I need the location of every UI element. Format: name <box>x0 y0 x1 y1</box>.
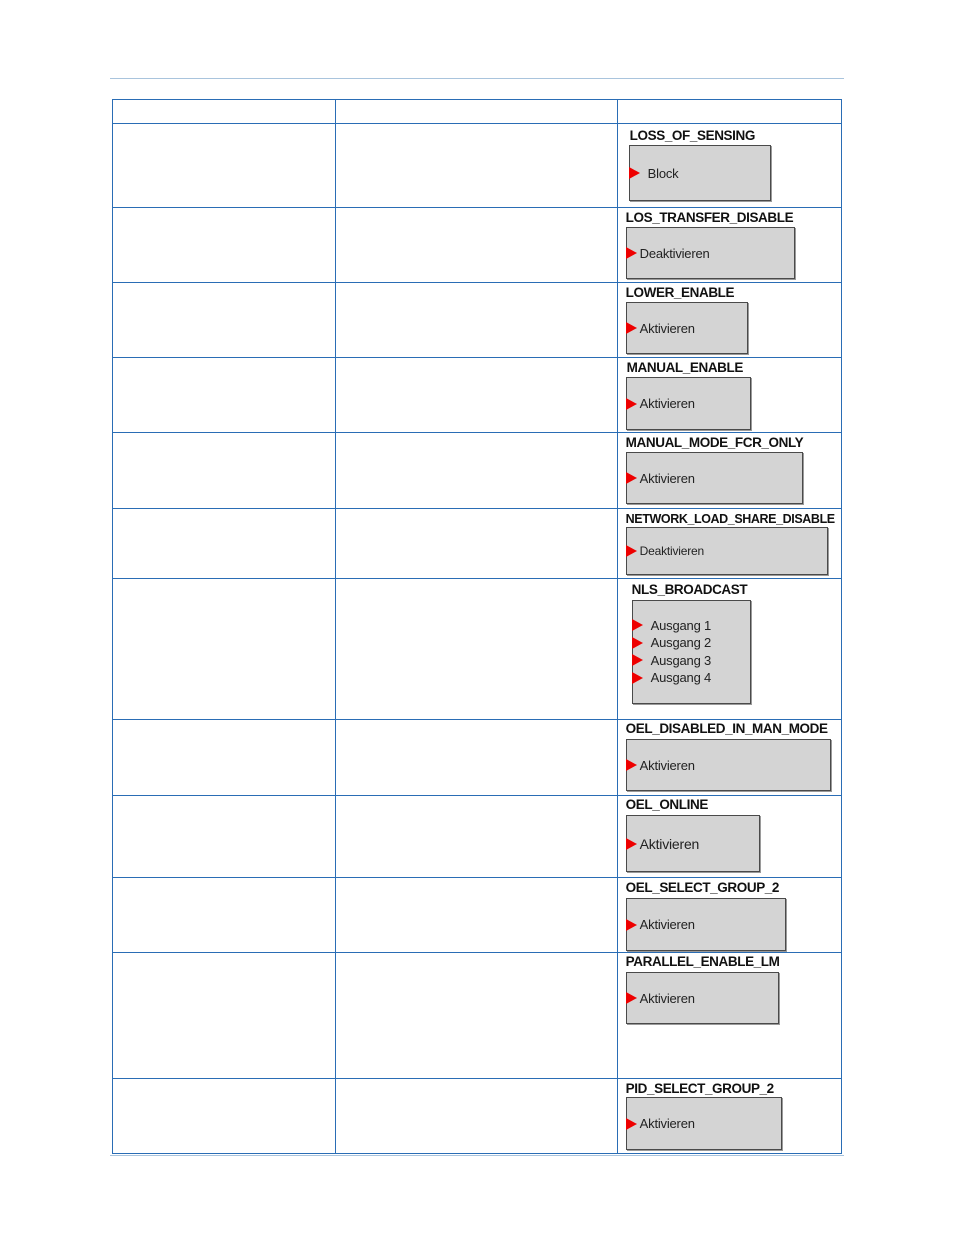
header-cell-1 <box>113 100 336 124</box>
header-rule <box>110 78 844 79</box>
block-container <box>618 208 841 282</box>
details-cell <box>336 433 617 509</box>
table-row <box>113 579 842 720</box>
details-cell <box>336 1079 617 1154</box>
function-block-table <box>112 99 842 1154</box>
block-title: NLS_BROADCAST <box>631 582 748 597</box>
description-cell <box>113 208 336 283</box>
table-row <box>113 283 842 358</box>
block-cell <box>617 283 841 358</box>
block-container <box>618 579 841 719</box>
function-block[interactable] <box>626 527 828 575</box>
header-cell-2 <box>336 100 617 124</box>
description-cell <box>113 358 336 433</box>
port-label: Aktivieren <box>639 470 695 486</box>
input-port[interactable] <box>633 617 711 633</box>
description-cell <box>113 953 336 1079</box>
function-block[interactable] <box>626 377 751 430</box>
block-title: PARALLEL_ENABLE_LM <box>625 954 780 969</box>
block-title: LOSS_OF_SENSING <box>629 128 755 143</box>
input-port[interactable] <box>633 635 711 651</box>
input-port[interactable] <box>627 470 695 486</box>
block-container <box>618 878 841 952</box>
function-block[interactable] <box>626 302 748 354</box>
block-cell <box>617 509 841 579</box>
description-cell <box>113 433 336 509</box>
function-block[interactable] <box>626 898 786 951</box>
port-label: Aktivieren <box>639 990 695 1006</box>
details-cell <box>336 796 617 878</box>
block-title: OEL_ONLINE <box>625 797 708 812</box>
block-title: MANUAL_ENABLE <box>626 360 743 375</box>
footer-rule <box>110 1155 844 1156</box>
block-container <box>618 358 841 432</box>
table-row <box>113 358 842 433</box>
function-block[interactable] <box>626 227 795 279</box>
red-triangle-right-icon <box>632 637 643 649</box>
input-port[interactable] <box>627 543 704 559</box>
block-cell <box>617 878 841 953</box>
description-cell <box>113 796 336 878</box>
details-cell <box>336 208 617 283</box>
block-cell <box>617 358 841 433</box>
block-container <box>618 1079 841 1153</box>
function-block[interactable] <box>626 452 803 504</box>
input-port[interactable] <box>630 165 679 181</box>
table-header-row <box>113 100 842 124</box>
input-port[interactable] <box>627 1116 695 1132</box>
port-label: Aktivieren <box>639 320 695 336</box>
table-row <box>113 124 842 208</box>
block-title: LOS_TRANSFER_DISABLE <box>625 210 794 225</box>
description-cell <box>113 720 336 796</box>
block-container <box>618 720 841 795</box>
block-container <box>618 796 841 877</box>
block-cell <box>617 1079 841 1154</box>
port-label: Deaktivieren <box>639 544 704 558</box>
port-label: Ausgang 1 <box>650 617 712 633</box>
description-cell <box>113 1079 336 1154</box>
input-port[interactable] <box>627 245 710 261</box>
function-block[interactable] <box>626 972 779 1024</box>
input-port[interactable] <box>633 652 711 668</box>
red-triangle-right-icon <box>632 654 643 666</box>
description-cell <box>113 124 336 208</box>
port-label: Ausgang 4 <box>650 670 712 686</box>
block-cell <box>617 433 841 509</box>
red-triangle-right-icon <box>626 472 637 484</box>
port-label: Aktivieren <box>639 835 700 852</box>
red-triangle-right-icon <box>626 1118 637 1130</box>
input-port[interactable] <box>627 396 695 412</box>
details-cell <box>336 358 617 433</box>
red-triangle-right-icon <box>626 759 637 771</box>
table-row <box>113 953 842 1079</box>
table-row <box>113 720 842 796</box>
red-triangle-right-icon <box>632 619 643 631</box>
description-cell <box>113 283 336 358</box>
function-block[interactable] <box>626 815 760 872</box>
input-port[interactable] <box>627 320 695 336</box>
input-port[interactable] <box>627 836 699 852</box>
block-container <box>618 283 841 357</box>
table-row <box>113 878 842 953</box>
details-cell <box>336 579 617 720</box>
details-cell <box>336 283 617 358</box>
table-row <box>113 433 842 509</box>
table-row <box>113 1079 842 1154</box>
red-triangle-right-icon <box>626 992 637 1004</box>
block-cell <box>617 208 841 283</box>
function-block[interactable] <box>626 739 831 791</box>
input-port[interactable] <box>633 670 711 686</box>
port-label: Ausgang 2 <box>650 635 712 651</box>
red-triangle-right-icon <box>626 838 637 850</box>
details-cell <box>336 953 617 1079</box>
port-label: Aktivieren <box>639 396 695 411</box>
description-cell <box>113 579 336 720</box>
red-triangle-right-icon <box>626 545 637 557</box>
port-label: Aktivieren <box>639 757 695 773</box>
port-label: Block <box>647 165 679 181</box>
description-cell <box>113 509 336 579</box>
function-block[interactable] <box>626 1097 782 1150</box>
details-cell <box>336 720 617 796</box>
red-triangle-right-icon <box>626 322 637 334</box>
block-container <box>618 953 841 1078</box>
block-cell <box>617 124 841 208</box>
red-triangle-right-icon <box>626 398 637 410</box>
red-triangle-right-icon <box>626 919 637 931</box>
red-triangle-right-icon <box>626 247 637 259</box>
input-port[interactable] <box>627 757 695 773</box>
table-row <box>113 509 842 579</box>
input-port[interactable] <box>627 917 695 933</box>
table-row <box>113 208 842 283</box>
red-triangle-right-icon <box>632 672 643 684</box>
details-cell <box>336 878 617 953</box>
block-container <box>618 124 841 207</box>
table-row <box>113 796 842 878</box>
block-cell <box>617 720 841 796</box>
block-title: MANUAL_MODE_FCR_ONLY <box>625 435 804 450</box>
red-triangle-right-icon <box>629 167 640 179</box>
block-title: LOWER_ENABLE <box>625 285 735 300</box>
description-cell <box>113 878 336 953</box>
function-block[interactable] <box>629 145 771 201</box>
block-container <box>618 433 841 508</box>
block-cell <box>617 796 841 878</box>
block-cell <box>617 953 841 1079</box>
details-cell <box>336 509 617 579</box>
details-cell <box>336 124 617 208</box>
block-cell <box>617 579 841 720</box>
function-block[interactable] <box>632 600 751 704</box>
port-label: Aktivieren <box>639 917 695 932</box>
port-label: Deaktivieren <box>639 245 710 261</box>
block-container <box>618 509 841 578</box>
header-cell-3 <box>617 100 841 124</box>
input-port[interactable] <box>627 990 695 1006</box>
block-title: OEL_SELECT_GROUP_2 <box>625 880 780 895</box>
block-title: OEL_DISABLED_IN_MAN_MODE <box>625 721 828 736</box>
port-label: Aktivieren <box>639 1116 695 1131</box>
port-label: Ausgang 3 <box>650 652 712 668</box>
block-title: NETWORK_LOAD_SHARE_DISABLE <box>625 512 835 526</box>
block-title: PID_SELECT_GROUP_2 <box>625 1081 774 1096</box>
